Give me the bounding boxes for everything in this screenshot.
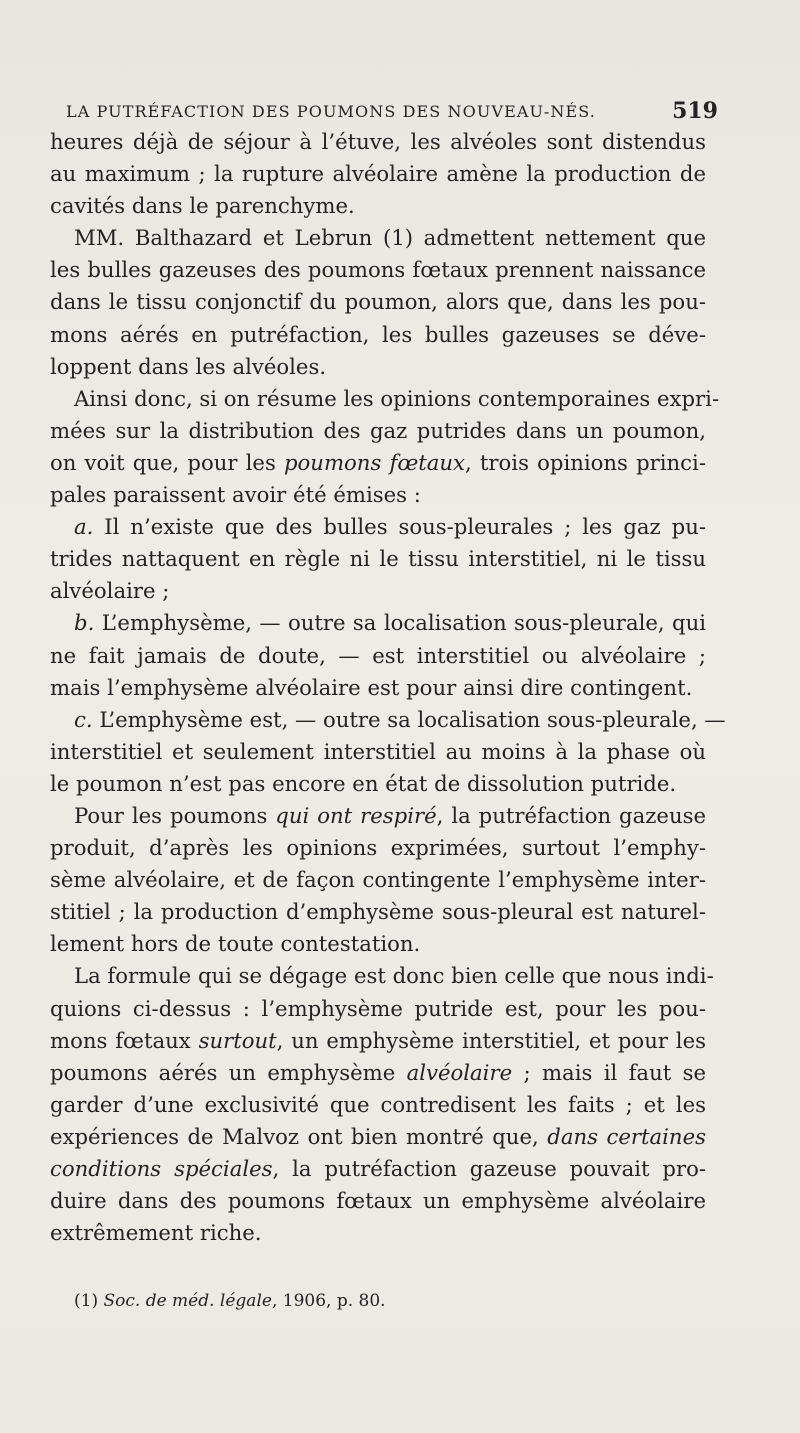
footnote-source: Soc. de méd. légale [103, 1291, 272, 1311]
text-line [50, 800, 706, 832]
footnote-marker: (1) [74, 1291, 99, 1311]
text-line [50, 736, 706, 768]
text-segment: les bulles gazeuses des poumons fœtaux prennent naissance [50, 257, 706, 283]
text-segment: L’emphysème est, — outre sa localisation sous-pleurale, — [92, 706, 726, 732]
text-line [50, 543, 706, 575]
text-segment: Pour les poumons [74, 802, 276, 828]
text-line [50, 672, 706, 704]
item-marker: a. [74, 514, 94, 540]
footnote-details: , 1906, p. 80. [271, 1291, 386, 1311]
text-line [50, 479, 706, 511]
text-segment: heures déjà de séjour à l’étuve, les alvéoles sont distendus [50, 129, 706, 154]
text-line [50, 928, 706, 960]
text-segment: mées sur la distribution des gaz putrides dans un poumon, [50, 417, 706, 443]
text-segment: , la putréfaction gazeuse pouvait pro- [272, 1156, 706, 1181]
text-segment: alvéolaire ; [50, 578, 170, 604]
italic-segment: dans certaines [547, 1123, 706, 1149]
text-line [50, 864, 706, 896]
text-segment: mons aérés en putréfaction, les bulles gazeuses se déve- [50, 321, 706, 347]
text-line [50, 1121, 706, 1153]
text-line [50, 832, 706, 864]
text-segment: stitiel ; la production d’emphysème sous-pleural est naturel- [50, 899, 706, 925]
text-line [50, 126, 706, 158]
text-segment: expériences de Malvoz ont bien montré que, [50, 1123, 548, 1149]
text-segment: La formule qui se dégage est donc bien celle que nous indi- [74, 963, 714, 989]
text-line [50, 575, 706, 607]
text-segment: trides nattaquent en règle ni le tissu interstitiel, ni le tissu [50, 546, 706, 572]
text-line [50, 1057, 706, 1089]
text-line [50, 1025, 706, 1057]
text-segment: pales paraissent avoir été émises : [50, 482, 421, 508]
text-segment: poumons aérés un emphysème [50, 1059, 407, 1085]
text-segment: le poumon n’est pas encore en état de dissolution putride. [50, 770, 677, 796]
text-line [50, 447, 706, 479]
text-line [50, 511, 706, 543]
text-line [50, 1217, 706, 1249]
text-segment: quions ci-dessus : l’emphysème putride est, pour les pou- [50, 995, 706, 1021]
text-segment: , la putréfaction gazeuse [436, 802, 706, 828]
running-title: LA PUTRÉFACTION DES POUMONS DES NOUVEAU-NÉS. [66, 102, 596, 121]
item-marker: c. [74, 706, 93, 732]
text-segment: garder d’une exclusivité que contredisent les faits ; et les [50, 1091, 706, 1117]
item-marker: b. [74, 610, 95, 636]
text-line [50, 640, 706, 672]
text-line [50, 190, 706, 222]
text-segment: sème alvéolaire, et de façon contingente l’emphysème inter- [50, 867, 706, 893]
page-number: 519 [672, 98, 718, 124]
text-line [50, 1089, 706, 1121]
text-segment: Ainsi donc, si on résume les opinions contemporaines expri- [74, 385, 720, 411]
text-line [50, 286, 706, 318]
text-line [50, 960, 714, 992]
text-line [50, 993, 706, 1025]
text-segment: dans le tissu conjonctif du poumon, alors que, dans les pou- [50, 289, 706, 315]
italic-segment: qui ont respiré [275, 802, 437, 828]
text-line [50, 768, 706, 800]
text-line [50, 254, 706, 286]
italic-segment: poumons fœtaux [283, 449, 466, 475]
text-segment: Il n’existe que des bulles sous-pleurales ; les gaz pu- [93, 514, 706, 540]
text-segment: interstitiel et seulement interstitiel au moins à la phase où [50, 738, 706, 764]
footnote [74, 1291, 386, 1311]
text-segment: produit, d’après les opinions exprimées, surtout l’emphy- [50, 835, 706, 861]
text-segment: ; mais il faut se [512, 1059, 706, 1085]
text-line [50, 704, 726, 736]
text-line [50, 607, 706, 639]
body-text [50, 126, 726, 1249]
text-segment: MM. Balthazard et Lebrun (1) admettent nettement que [74, 225, 706, 251]
text-segment: lement hors de toute contestation. [50, 931, 421, 957]
text-segment: cavités dans le parenchyme. [50, 193, 355, 219]
text-line [50, 1185, 706, 1217]
text-segment: mons fœtaux [50, 1027, 199, 1053]
text-segment: ne fait jamais de doute, — est interstitiel ou alvéolaire ; [50, 642, 706, 668]
text-segment: au maximum ; la rupture alvéolaire amène la production de [50, 161, 706, 187]
page-header [66, 98, 718, 128]
text-segment: , trois opinions princi- [465, 449, 706, 475]
text-line [50, 351, 706, 383]
italic-segment: surtout [198, 1027, 277, 1053]
text-segment: on voit que, pour les [50, 449, 284, 475]
italic-segment: conditions spéciales [50, 1156, 273, 1181]
text-line [50, 319, 706, 351]
text-line [50, 222, 706, 254]
text-segment: extrêmement riche. [50, 1220, 262, 1246]
text-segment: L’emphysème, — outre sa localisation sous-pleurale, qui [94, 610, 706, 636]
text-line [50, 158, 706, 190]
text-line [50, 415, 706, 447]
text-line [50, 896, 706, 928]
text-segment: , un emphysème interstitiel, et pour les [276, 1027, 706, 1053]
text-line [50, 1153, 706, 1185]
italic-segment: alvéolaire [406, 1059, 513, 1085]
text-segment: duire dans des poumons fœtaux un emphysème alvéolaire [50, 1188, 706, 1214]
text-segment: loppent dans les alvéoles. [50, 353, 327, 379]
text-segment: mais l’emphysème alvéolaire est pour ainsi dire contingent. [50, 674, 693, 700]
text-line [50, 383, 720, 415]
